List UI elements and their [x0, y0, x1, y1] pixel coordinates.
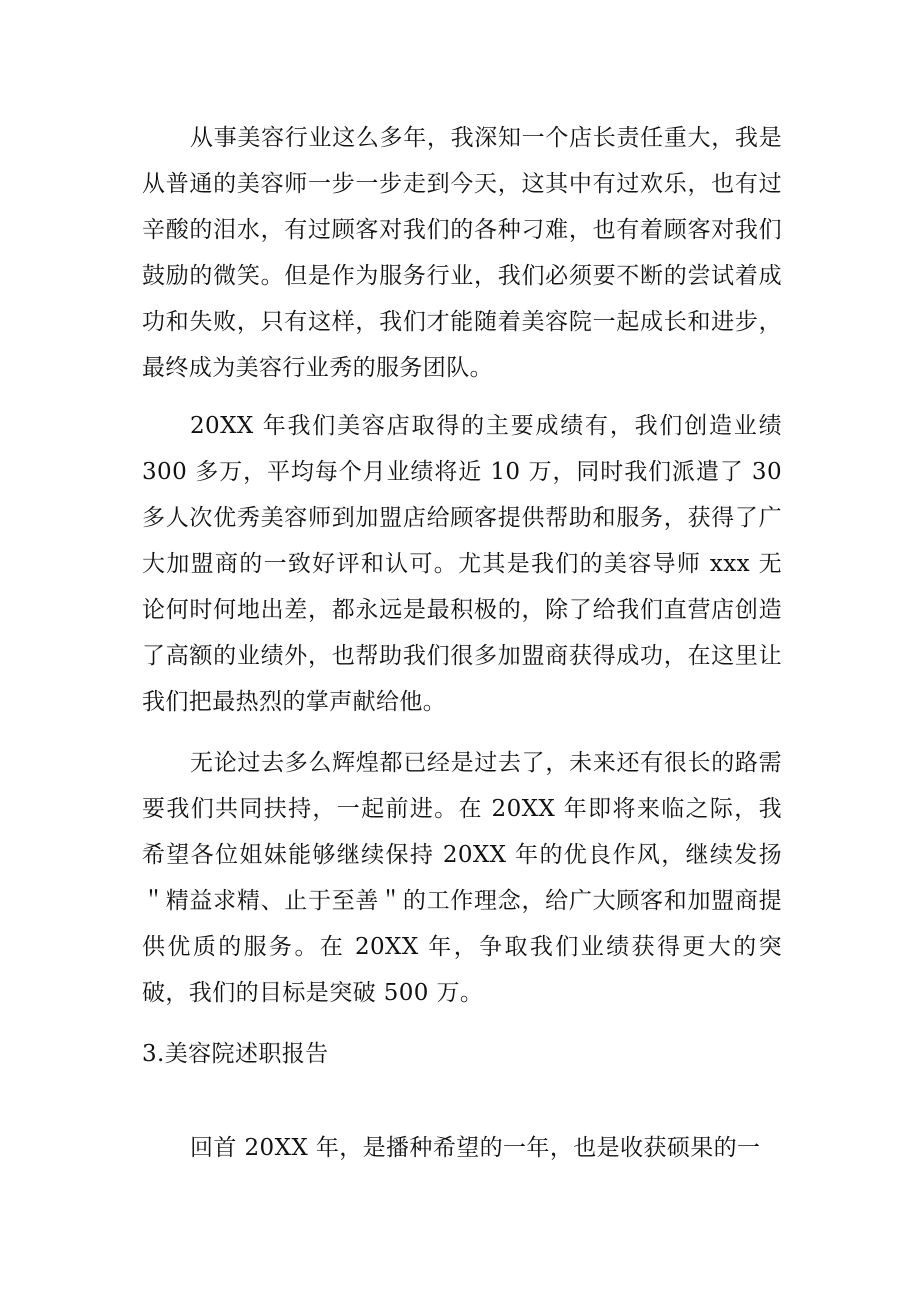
paragraph: 20XX 年我们美容店取得的主要成绩有，我们创造业绩 300 多万，平均每个月业绩将近 10 万，同时我们派遣了 30 多人次优秀美容师到加盟店给顾客提供帮助和服务，获得了广大加盟商的一致好评和认可。尤其是我们的美容导师 xxx 无论何时何地出差，都永远是最积极的，除了给我们直营店创造了高额的业绩外，也帮助我们很多加盟商获得成功，在这里让我们把最热烈的掌声献给他。 — [142, 413, 782, 715]
paragraph: 无论过去多么辉煌都已经是过去了，未来还有很长的路需要我们共同扶持，一起前进。在 20XX 年即将来临之际，我希望各位姐妹能够继续保持 20XX 年的优良作风，继续发扬＂精益求精、止于至善＂的工作理念，给广大顾客和加盟商提供优质的服务。在 20XX 年，争取我们业绩获得更大的突破，我们的目标是突破 500 万。 — [142, 750, 782, 1006]
paragraph: 回首 20XX 年，是播种希望的一年，也是收获硕果的一 — [190, 1135, 761, 1161]
paragraph: 从事美容行业这么多年，我深知一个店长责任重大，我是从普通的美容师一步一步走到今天，这其中有过欢乐，也有过辛酸的泪水，有过顾客对我们的各种刁难，也有着顾客对我们鼓励的微笑。但是作为服务行业，我们必须要不断的尝试着成功和失败，只有这样，我们才能随着美容院一起成长和进步，最终成为美容行业秀的服务团队。 — [142, 125, 782, 381]
section-heading: 3.美容院述职报告 — [142, 1041, 329, 1067]
